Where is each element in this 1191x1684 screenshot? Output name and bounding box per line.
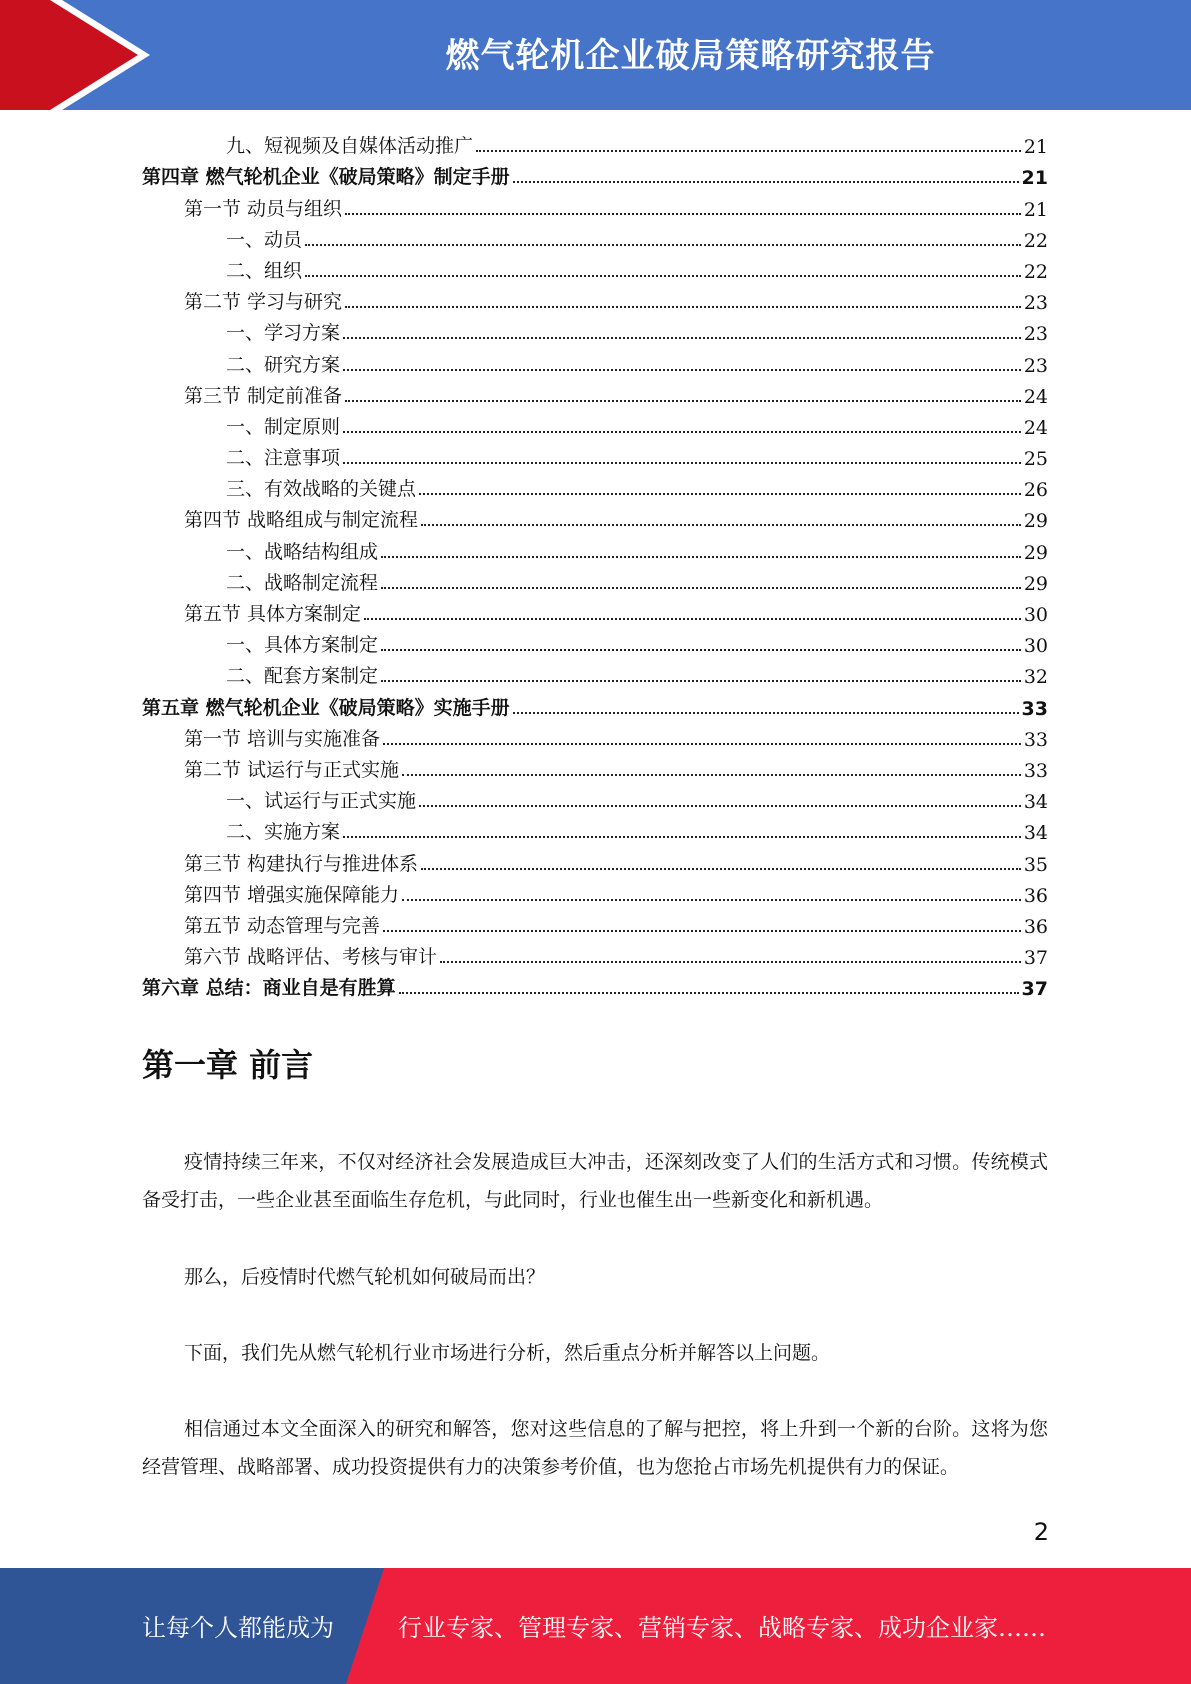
toc-entry[interactable]	[142, 751, 1048, 782]
page-number: 2	[1033, 1518, 1049, 1546]
toc-entry-title: 二、配套方案制定	[226, 665, 379, 688]
toc-entry-title: 二、研究方案	[226, 353, 341, 376]
toc-entry-title: 第三节 制定前准备	[184, 384, 343, 407]
toc-dot-leader	[381, 649, 1021, 651]
toc-entry-title: 第六节 战略评估、考核与审计	[184, 946, 438, 969]
toc-entry-title: 第四章 燃气轮机企业《破局策略》制定手册	[142, 166, 510, 189]
toc-dot-leader	[476, 150, 1021, 152]
paragraph-2: 那么，后疫情时代燃气轮机如何破局而出？	[184, 1266, 546, 1288]
toc-entry-page: 29	[1023, 572, 1048, 595]
toc-entry[interactable]	[142, 876, 1048, 907]
toc-entry-page: 24	[1023, 385, 1048, 408]
paragraph-4: 相信通过本文全面深入的研究和解答，您对这些信息的了解与把控，将上升到一个新的台阶。这将为您经营管理、战略部署、成功投资提供有力的决策参考价值，也为您抢占市场先机提供有力的保证。	[142, 1418, 1048, 1478]
toc-entry[interactable]	[142, 345, 1048, 376]
toc-entry[interactable]	[142, 532, 1048, 563]
toc-entry[interactable]	[142, 595, 1048, 626]
toc-entry[interactable]	[142, 813, 1048, 844]
toc-dot-leader	[440, 961, 1021, 963]
toc-entry-page: 34	[1023, 791, 1048, 814]
toc-dot-leader	[305, 244, 1021, 246]
toc-entry-page: 23	[1023, 323, 1048, 346]
footer-slogan-right: 行业专家、管理专家、营销专家、战略专家、成功企业家……	[398, 1614, 1046, 1642]
toc-entry-title: 第四节 增强实施保障能力	[184, 883, 400, 906]
toc-entry-page: 23	[1023, 354, 1048, 377]
toc-entry-page: 25	[1023, 448, 1048, 471]
toc-dot-leader	[381, 680, 1021, 682]
toc-entry[interactable]	[142, 720, 1048, 751]
toc-entry-title: 一、战略结构组成	[226, 540, 379, 563]
toc-entry-title: 二、实施方案	[226, 821, 341, 844]
toc-entry-page: 30	[1023, 635, 1048, 658]
toc-dot-leader	[421, 868, 1021, 870]
toc-entry-page: 32	[1023, 666, 1048, 689]
paragraph-3: 下面，我们先从燃气轮机行业市场进行分析，然后重点分析并解答以上问题。	[184, 1342, 831, 1364]
toc-dot-leader	[421, 524, 1021, 526]
toc-dot-leader	[399, 992, 1019, 994]
toc-dot-leader	[343, 431, 1021, 433]
toc-entry-page: 30	[1023, 604, 1048, 626]
footer-slogan-left: 让每个人都能成为	[142, 1614, 334, 1642]
toc-entry-title: 三、有效战略的关键点	[226, 478, 417, 501]
toc-dot-leader	[381, 556, 1021, 558]
toc-entry[interactable]	[142, 688, 1048, 719]
toc-dot-leader	[381, 587, 1021, 589]
toc-entry[interactable]	[142, 252, 1048, 283]
toc-dot-leader	[364, 618, 1021, 620]
toc-entry[interactable]	[142, 283, 1048, 314]
toc-entry-title: 一、动员	[226, 228, 303, 251]
toc-entry-page: 36	[1023, 915, 1048, 938]
toc-entry[interactable]	[142, 907, 1048, 938]
toc-entry-title: 一、学习方案	[226, 322, 341, 345]
toc-dot-leader	[343, 836, 1021, 838]
toc-entry[interactable]	[142, 626, 1048, 657]
toc-entry-title: 第四节 战略组成与制定流程	[184, 509, 419, 532]
toc-dot-leader	[513, 181, 1019, 183]
toc-entry[interactable]	[142, 844, 1048, 875]
toc-entry-page: 22	[1023, 260, 1048, 283]
toc-entry-page: 24	[1023, 416, 1048, 439]
toc-dot-leader	[419, 805, 1021, 807]
toc-entry-title: 九、短视频及自媒体活动推广	[226, 135, 474, 158]
toc-entry-page: 21	[1023, 136, 1048, 159]
toc-entry[interactable]	[142, 377, 1048, 408]
toc-entry-title: 第一节 培训与实施准备	[184, 727, 381, 750]
page-footer	[0, 1568, 1191, 1684]
toc-entry[interactable]	[142, 938, 1048, 969]
toc-entry-title: 第六章 总结：商业自是有胜算	[142, 977, 396, 1000]
toc-entry-title: 第五节 具体方案制定	[184, 603, 362, 625]
toc-dot-leader	[383, 930, 1021, 932]
toc-entry-title: 二、注意事项	[226, 447, 341, 470]
toc-entry-page: 21	[1021, 167, 1048, 190]
toc-entry[interactable]	[142, 314, 1048, 345]
toc-entry-title: 第三节 构建执行与推进体系	[184, 852, 419, 875]
toc-entry-title: 第二节 学习与研究	[184, 291, 343, 314]
toc-entry-title: 第一节 动员与组织	[184, 197, 343, 220]
toc-entry-page: 36	[1023, 884, 1048, 907]
toc-entry-title: 第五节 动态管理与完善	[184, 914, 381, 937]
toc-entry-page: 29	[1023, 510, 1048, 533]
toc-entry-title: 第二节 试运行与正式实施	[184, 758, 400, 781]
toc-entry[interactable]	[142, 158, 1048, 189]
toc-entry[interactable]	[142, 189, 1048, 220]
toc-entry[interactable]	[142, 657, 1048, 688]
toc-entry-page: 21	[1023, 198, 1048, 221]
toc-entry-title: 二、战略制定流程	[226, 571, 379, 594]
toc-entry-page: 37	[1023, 947, 1048, 970]
toc-entry-page: 22	[1023, 229, 1048, 252]
toc-dot-leader	[402, 899, 1021, 901]
toc-entry[interactable]	[142, 127, 1048, 158]
toc-dot-leader	[345, 400, 1021, 402]
toc-entry[interactable]	[142, 501, 1048, 532]
toc-dot-leader	[383, 743, 1021, 745]
toc-entry-page: 35	[1023, 853, 1048, 876]
toc-entry[interactable]	[142, 564, 1048, 595]
toc-entry-page: 29	[1023, 541, 1048, 564]
toc-entry-title: 二、组织	[226, 259, 303, 282]
toc-dot-leader	[345, 306, 1021, 308]
chapter-title: 第一章 前言	[142, 1046, 314, 1084]
toc-entry[interactable]	[142, 221, 1048, 252]
toc-dot-leader	[402, 774, 1021, 776]
toc-entry-page: 23	[1023, 292, 1048, 315]
toc-entry-title: 一、具体方案制定	[226, 634, 379, 657]
toc-entry-title: 一、试运行与正式实施	[226, 790, 417, 813]
toc-dot-leader	[345, 213, 1021, 215]
toc-dot-leader	[513, 712, 1019, 714]
toc-entry-page: 33	[1023, 728, 1048, 751]
page-header	[0, 0, 1191, 110]
toc-dot-leader	[343, 369, 1021, 371]
toc-dot-leader	[343, 337, 1021, 339]
toc-entry[interactable]	[142, 782, 1048, 813]
toc-entry-title: 第五章 燃气轮机企业《破局策略》实施手册	[142, 696, 510, 719]
toc-entry-page: 26	[1023, 479, 1048, 502]
toc-entry-page: 34	[1023, 822, 1048, 845]
toc-entry-page: 37	[1021, 978, 1048, 1001]
toc-entry-title: 一、制定原则	[226, 415, 341, 438]
toc-entry[interactable]	[142, 969, 1048, 1000]
toc-entry-page: 33	[1023, 759, 1048, 782]
table-of-contents	[142, 127, 1048, 1000]
toc-entry[interactable]	[142, 408, 1048, 439]
toc-dot-leader	[305, 275, 1021, 277]
toc-dot-leader	[419, 493, 1021, 495]
header-title: 燃气轮机企业破局策略研究报告	[445, 36, 936, 76]
toc-entry[interactable]	[142, 439, 1048, 470]
toc-entry[interactable]	[142, 470, 1048, 501]
paragraph-1: 疫情持续三年来，不仅对经济社会发展造成巨大冲击，还深刻改变了人们的生活方式和习惯。传统模式备受打击，一些企业甚至面临生存危机，与此同时，行业也催生出一些新变化和新机遇。	[142, 1151, 1048, 1211]
toc-entry-page: 33	[1021, 697, 1048, 720]
toc-dot-leader	[343, 462, 1021, 464]
